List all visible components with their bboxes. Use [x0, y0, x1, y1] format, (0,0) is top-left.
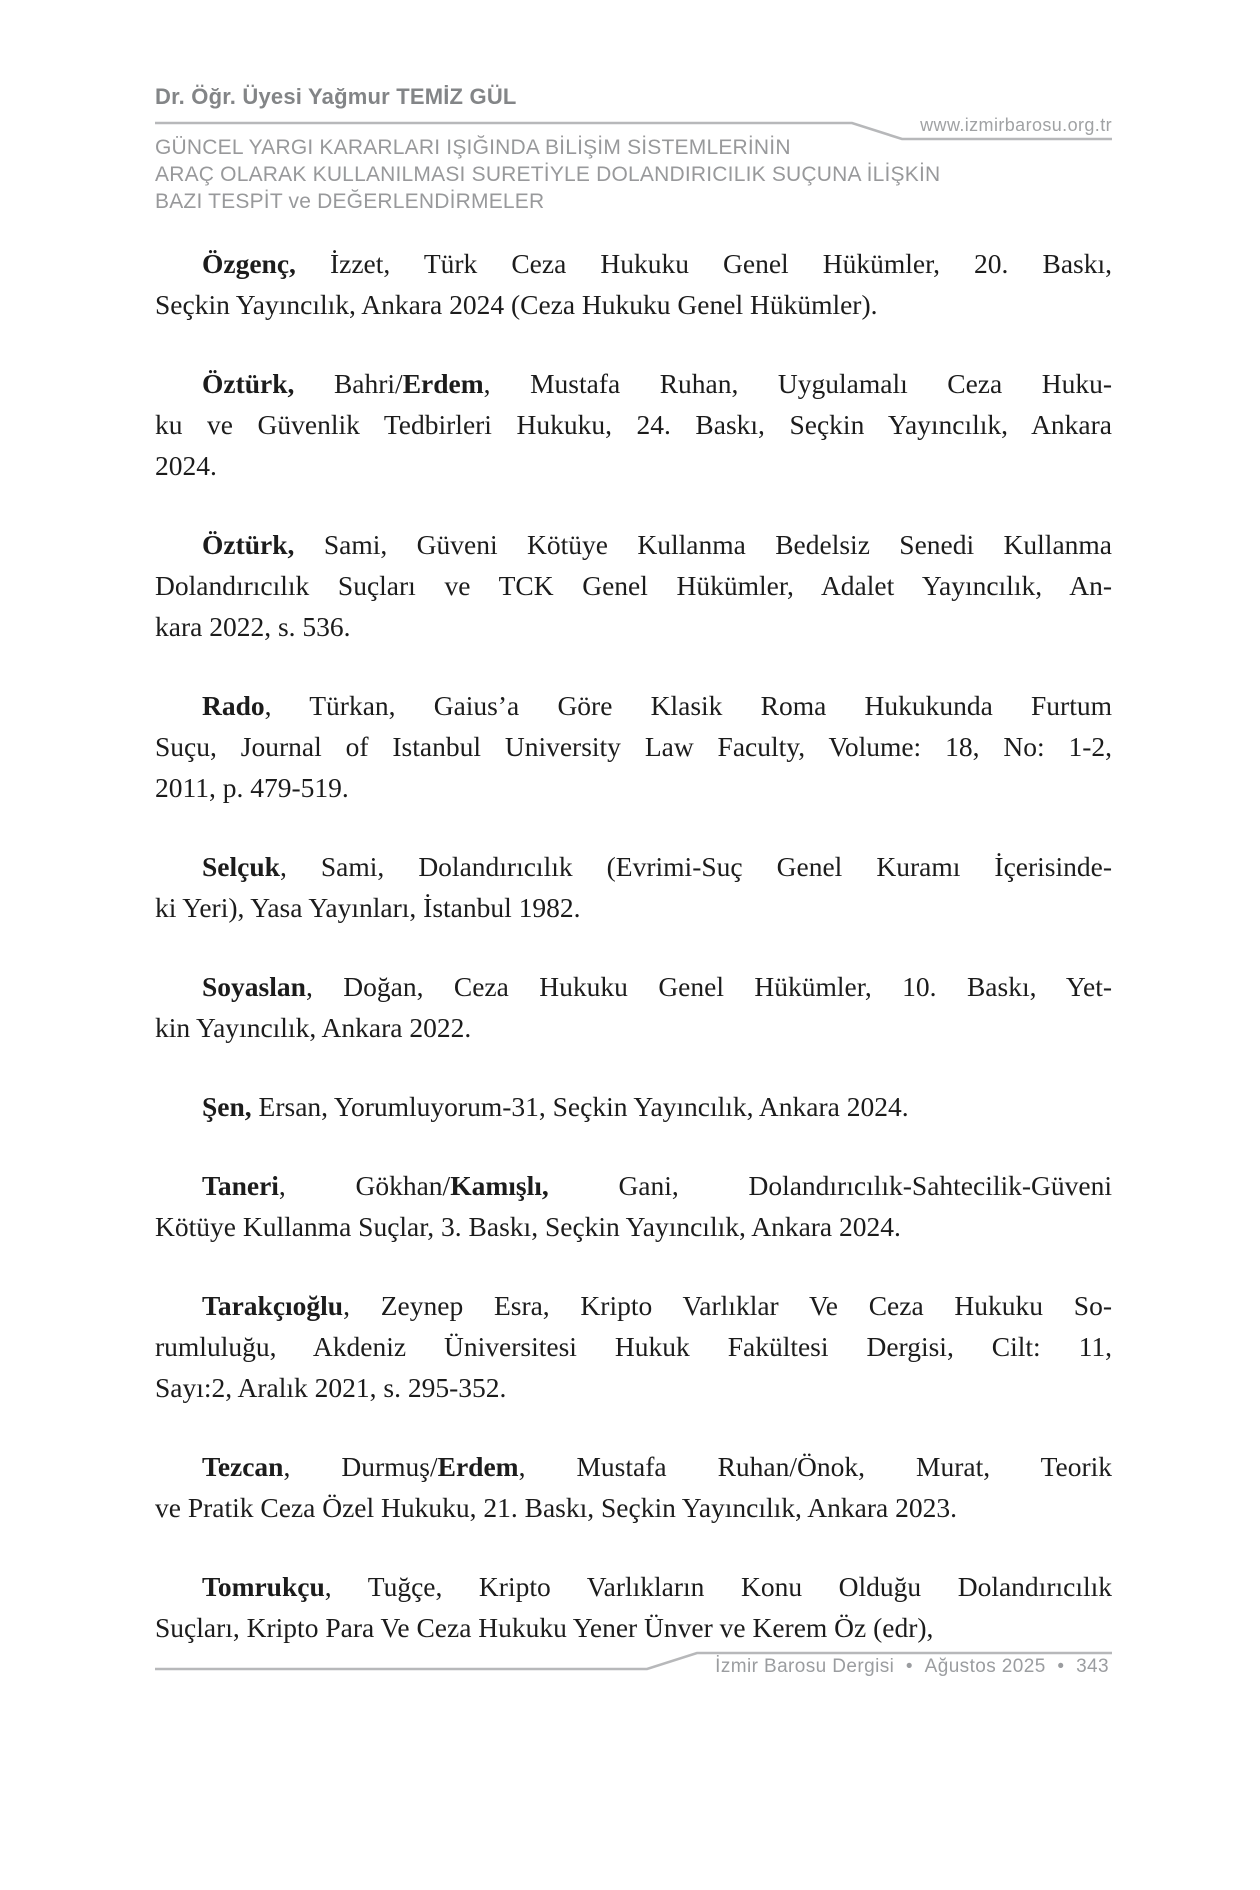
reference-text: , Gökhan/ [278, 1170, 451, 1201]
bibliography-line [155, 1446, 1112, 1487]
reference-text: Gani, Dolandırıcılık-Sahtecilik-Güveni [548, 1170, 1112, 1201]
reference-text: , Sami, Dolandırıcılık (Evrimi-Suç Genel Kuramı İçerisinde- [279, 851, 1112, 882]
reference-text: rumluluğu, Akdeniz Üniversitesi Hukuk Fakültesi Dergisi, Cilt: 11, [155, 1331, 1112, 1362]
reference-text: Ersan, Yorumluyorum-31, Seçkin Yayıncılık, Ankara 2024. [251, 1091, 909, 1122]
bibliography-line [155, 767, 1112, 808]
bibliography-entry [155, 1086, 1112, 1127]
bibliography-line [155, 846, 1112, 887]
footer-bullet: • [905, 1656, 913, 1677]
reference-text: Sayı:2, Aralık 2021, s. 295-352. [155, 1372, 507, 1403]
bibliography-line [155, 445, 1112, 486]
author-name: Dr. Öğr. Üyesi Yağmur TEMİZ GÜL [155, 84, 517, 109]
bibliography-entry [155, 1285, 1112, 1408]
reference-text: , Türkan, Gaius’a Göre Klasik Roma Hukukunda Furtum [264, 690, 1112, 721]
author-surname: Özgenç, [202, 248, 296, 279]
bibliography-line [155, 1326, 1112, 1367]
bibliography-line [155, 1487, 1112, 1528]
bibliography-line [155, 1165, 1112, 1206]
bibliography-line [155, 1007, 1112, 1048]
author-surname: Taneri [202, 1170, 279, 1201]
reference-text: ku ve Güvenlik Tedbirleri Hukuku, 24. Baskı, Seçkin Yayıncılık, Ankara [155, 409, 1112, 440]
reference-text: , Tuğçe, Kripto Varlıkların Konu Olduğu Dolandırıcılık [324, 1571, 1112, 1602]
footer-journal-info [712, 1656, 1112, 1678]
bibliography-line [155, 363, 1112, 404]
reference-text: , Durmuş/ [283, 1451, 438, 1482]
reference-text: , Zeynep Esra, Kripto Varlıklar Ve Ceza Hukuku So- [343, 1290, 1112, 1321]
bibliography-line [155, 966, 1112, 1007]
reference-text: 2024. [155, 450, 217, 481]
author-surname: Şen, [202, 1091, 252, 1122]
journal-website: www.izmirbarosu.org.tr [920, 115, 1112, 135]
reference-text: ki Yeri), Yasa Yayınları, İstanbul 1982. [155, 892, 581, 923]
author-surname: Kamışlı, [450, 1170, 549, 1201]
author-surname: Soyaslan [202, 971, 306, 1002]
article-title [155, 134, 940, 215]
article-title-line: GÜNCEL YARGI KARARLARI IŞIĞINDA BİLİŞİM SİSTEMLERİNİN [155, 136, 791, 159]
bibliography-line [155, 1086, 1112, 1127]
reference-text: Bahri/ [294, 368, 403, 399]
bibliography-line [155, 887, 1112, 928]
author-surname: Öztürk, [202, 529, 295, 560]
bibliography-entry [155, 363, 1112, 486]
reference-text: 2011, p. 479-519. [155, 772, 349, 803]
article-title-line: BAZI TESPİT ve DEĞERLENDİRMELER [155, 190, 545, 213]
bibliography-line [155, 606, 1112, 647]
bibliography-line [155, 1285, 1112, 1326]
bibliography-line [155, 1566, 1112, 1607]
reference-text: Dolandırıcılık Suçları ve TCK Genel Hükümler, Adalet Yayıncılık, An- [155, 570, 1112, 601]
bibliography-line [155, 243, 1112, 284]
reference-text: , Mustafa Ruhan/Önok, Murat, Teorik [518, 1451, 1112, 1482]
reference-text: Suçları, Kripto Para Ve Ceza Hukuku Yener Ünver ve Kerem Öz (edr), [155, 1612, 934, 1643]
bibliography-entry [155, 685, 1112, 808]
bibliography-entry [155, 1566, 1112, 1648]
bibliography-entry [155, 1446, 1112, 1528]
bibliography-entry [155, 966, 1112, 1048]
bibliography-line [155, 726, 1112, 767]
author-surname: Rado [202, 690, 265, 721]
bibliography-list [155, 243, 1112, 1648]
bibliography-entry [155, 243, 1112, 325]
author-surname: Tarakçıoğlu [202, 1290, 344, 1321]
bibliography-line [155, 524, 1112, 565]
bibliography-entry [155, 846, 1112, 928]
author-surname: Tomrukçu [202, 1571, 325, 1602]
author-surname: Öztürk, [202, 368, 295, 399]
reference-text: , Doğan, Ceza Hukuku Genel Hükümler, 10. Baskı, Yet- [305, 971, 1112, 1002]
bibliography-entry [155, 1165, 1112, 1247]
bibliography-line [155, 1206, 1112, 1247]
page-number: 343 [1076, 1656, 1109, 1677]
reference-text: Kötüye Kullanma Suçlar, 3. Baskı, Seçkin Yayıncılık, Ankara 2024. [155, 1211, 901, 1242]
author-surname: Tezcan [202, 1451, 284, 1482]
bibliography-line [155, 1367, 1112, 1408]
bibliography-line [155, 284, 1112, 325]
bibliography-line [155, 1607, 1112, 1648]
bibliography-entry [155, 524, 1112, 647]
reference-text: kara 2022, s. 536. [155, 611, 351, 642]
reference-text: kin Yayıncılık, Ankara 2022. [155, 1012, 472, 1043]
footer-bullet: • [1057, 1656, 1065, 1677]
reference-text: Sami, Güveni Kötüye Kullanma Bedelsiz Senedi Kullanma [294, 529, 1112, 560]
reference-text: ve Pratik Ceza Özel Hukuku, 21. Baskı, Seçkin Yayıncılık, Ankara 2023. [155, 1492, 957, 1523]
bibliography-line [155, 685, 1112, 726]
author-surname: Erdem [402, 368, 484, 399]
reference-text: Seçkin Yayıncılık, Ankara 2024 (Ceza Hukuku Genel Hükümler). [155, 289, 878, 320]
reference-text: İzzet, Türk Ceza Hukuku Genel Hükümler, 20. Baskı, [295, 248, 1112, 279]
reference-text: Suçu, Journal of Istanbul University Law Faculty, Volume: 18, No: 1-2, [155, 731, 1112, 762]
reference-text: , Mustafa Ruhan, Uygulamalı Ceza Huku- [483, 368, 1112, 399]
bibliography-line [155, 565, 1112, 606]
bibliography-line [155, 404, 1112, 445]
footer-journal-name: İzmir Barosu Dergisi [715, 1656, 895, 1677]
article-title-line: ARAÇ OLARAK KULLANILMASI SURETİYLE DOLANDIRICILIK SUÇUNA İLİŞKİN [155, 163, 941, 186]
author-surname: Erdem [437, 1451, 519, 1482]
author-surname: Selçuk [202, 851, 280, 882]
footer-issue: Ağustos 2025 [924, 1656, 1046, 1677]
